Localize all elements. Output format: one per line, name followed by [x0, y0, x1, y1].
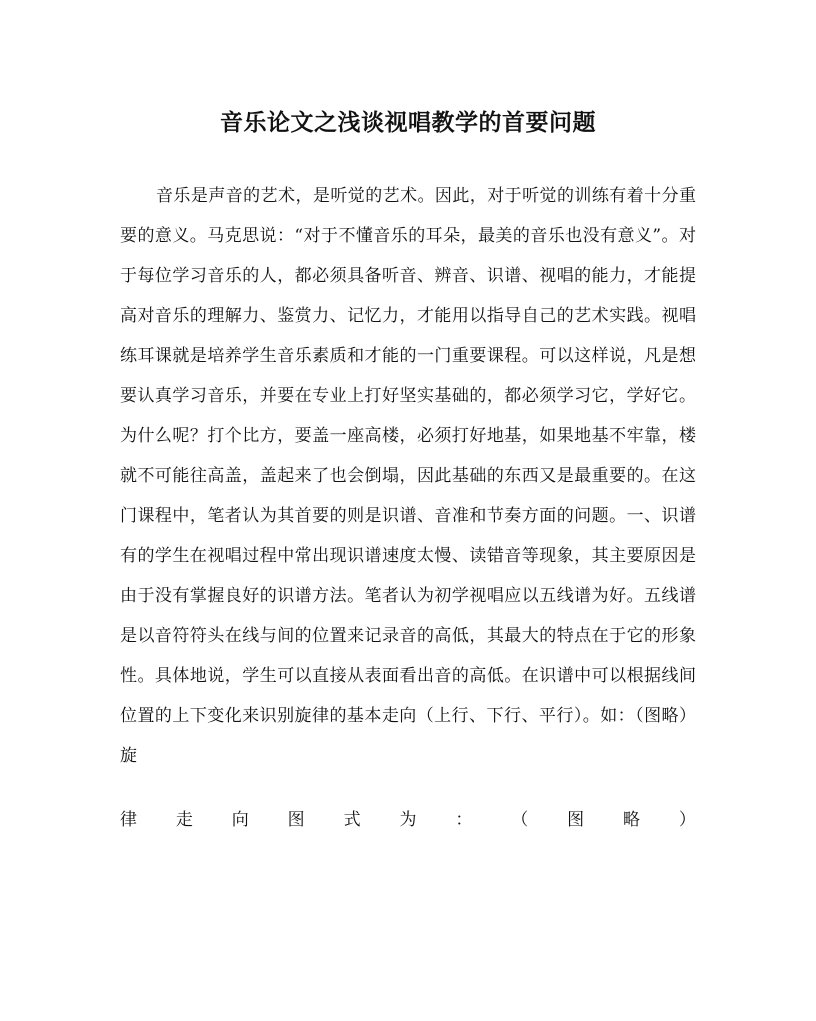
text-char: 律 — [120, 810, 137, 830]
text-char: ： — [455, 810, 473, 830]
document-title: 音乐论文之浅谈视唱教学的首要问题 — [220, 109, 596, 136]
text-char: 略 — [623, 810, 641, 830]
text-char: 向 — [231, 810, 249, 830]
text-char: 图 — [567, 810, 585, 830]
text-char: 式 — [343, 810, 361, 830]
text-char: 为 — [399, 810, 417, 830]
text-char: （ — [511, 810, 529, 830]
document-paragraph: 音乐是声音的艺术，是听觉的艺术。因此，对于听觉的训练有着十分重要的意义。马克思说：“对于不懂音乐的耳朵，最美的音乐也没有意义”。对于每位学习音乐的人，都必须具备听音、辨音、识谱、视唱的能力，才能提高对音乐的理解力、鉴赏力、记忆力，才能用以指导自己的艺术实践。视唱练耳课就是培养学生音乐素质和才能的一门重要课程。可以这样说，凡是想要认真学习音乐，并要在专业上打好坚实基础的，都必须学习它，学好它。为什么呢？打个比方，要盖一座高楼，必须打好地基，如果地基不牢靠，楼就不可能往高盖，盖起来了也会倒塌，因此基础的东西又是最重要的。在这门课程中，笔者认为其首要的则是识谱、音准和节奏方面的问题。一、识谱有的学生在视唱过程中常出现识谱速度太慢、读错音等现象，其主要原因是由于没有掌握良好的识谱方法。笔者认为初学视唱应以五线谱为好。五线谱是以音符符头在线与间的位置来记录音的高低，其最大的特点在于它的形象性。具体地说，学生可以直接从表面看出音的高低。在识谱中可以根据线间位置的上下变化来识别旋律的基本走向（上行、下行、平行）。如：（图略）旋 — [120, 186, 696, 766]
document-paragraph-last-line — [120, 800, 696, 840]
text-char: 走 — [175, 810, 193, 830]
text-char: 图 — [287, 810, 305, 830]
text-char: ） — [678, 810, 696, 830]
